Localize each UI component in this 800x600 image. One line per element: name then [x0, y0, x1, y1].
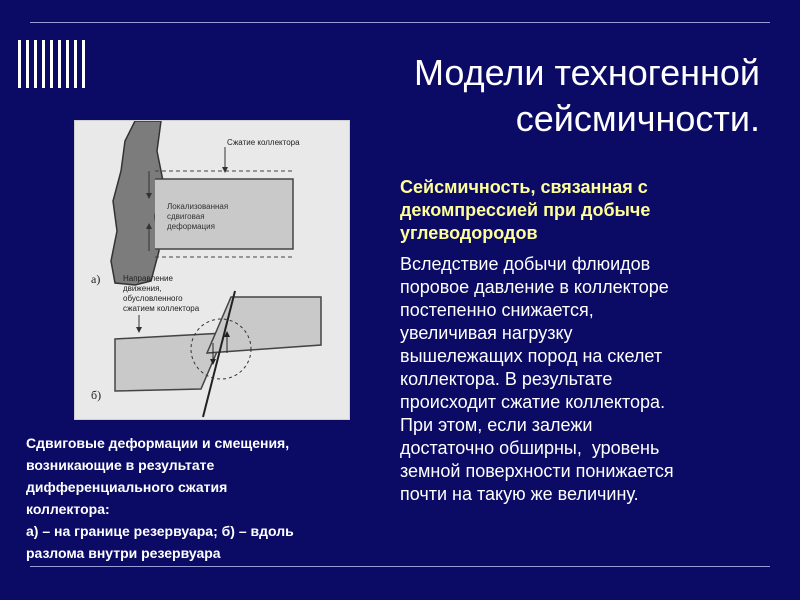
section-subheading — [400, 176, 760, 245]
body-line-6: коллектора. В результате — [400, 369, 613, 389]
body-line-7: происходит сжатие коллектора. — [400, 392, 666, 412]
body-line-5: вышележащих пород на скелет — [400, 346, 663, 366]
title-line-2: сейсмичности. — [515, 98, 760, 139]
deformation-figure — [74, 120, 350, 420]
label-localized-3: деформация — [167, 222, 215, 231]
body-line-1: Вследствие добычи флюидов — [400, 254, 651, 274]
label-direction-2: движения, — [123, 284, 162, 293]
label-direction-1: Направление — [123, 274, 173, 283]
body-line-2: поровое давление в коллекторе — [400, 277, 669, 297]
reservoir-right-b — [207, 297, 321, 353]
explanation-block — [400, 176, 760, 506]
top-divider — [30, 22, 770, 23]
body-line-4: увеличивая нагрузку — [400, 323, 573, 343]
body-line-9: достаточно обширны, уровень — [400, 438, 660, 458]
label-localized-2: сдвиговая — [167, 212, 205, 221]
caption-line-2: возникающие в результате — [26, 457, 215, 473]
body-line-8: При этом, если залежи — [400, 415, 593, 435]
subhead-line-1: Сейсмичность, связанная с — [400, 177, 648, 197]
label-direction-4: сжатием коллектора — [123, 304, 200, 313]
caption-line-4: коллектора: — [26, 501, 110, 517]
label-b: б) — [91, 388, 102, 402]
label-localized-1: Локализованная — [167, 202, 229, 211]
figure-caption — [26, 432, 366, 564]
figure-drawing — [75, 121, 349, 419]
title-line-1: Модели техногенной — [413, 52, 760, 93]
bottom-divider — [30, 566, 770, 567]
caption-line-1: Сдвиговые деформации и смещения, — [26, 435, 290, 451]
caption-line-6: разлома внутри резервуара — [26, 545, 221, 561]
caption-line-5: а) – на границе резервуара; б) – вдоль — [26, 523, 294, 539]
decorative-stripes — [18, 40, 98, 88]
subhead-line-2: декомпрессией при добыче — [400, 200, 651, 220]
label-direction-3: обусловленного — [123, 294, 183, 303]
label-a: а) — [91, 272, 101, 286]
subhead-line-3: углеводородов — [400, 223, 538, 243]
slide-title — [300, 50, 760, 142]
reservoir-left-b — [115, 333, 225, 391]
label-compression: Сжатие коллектора — [227, 138, 300, 147]
body-line-10: земной поверхности понижается — [400, 461, 674, 481]
body-line-3: постепенно снижается, — [400, 300, 594, 320]
caption-line-3: дифференциального сжатия — [26, 479, 228, 495]
body-text — [400, 253, 760, 506]
body-line-11: почти на такую же величину. — [400, 484, 639, 504]
